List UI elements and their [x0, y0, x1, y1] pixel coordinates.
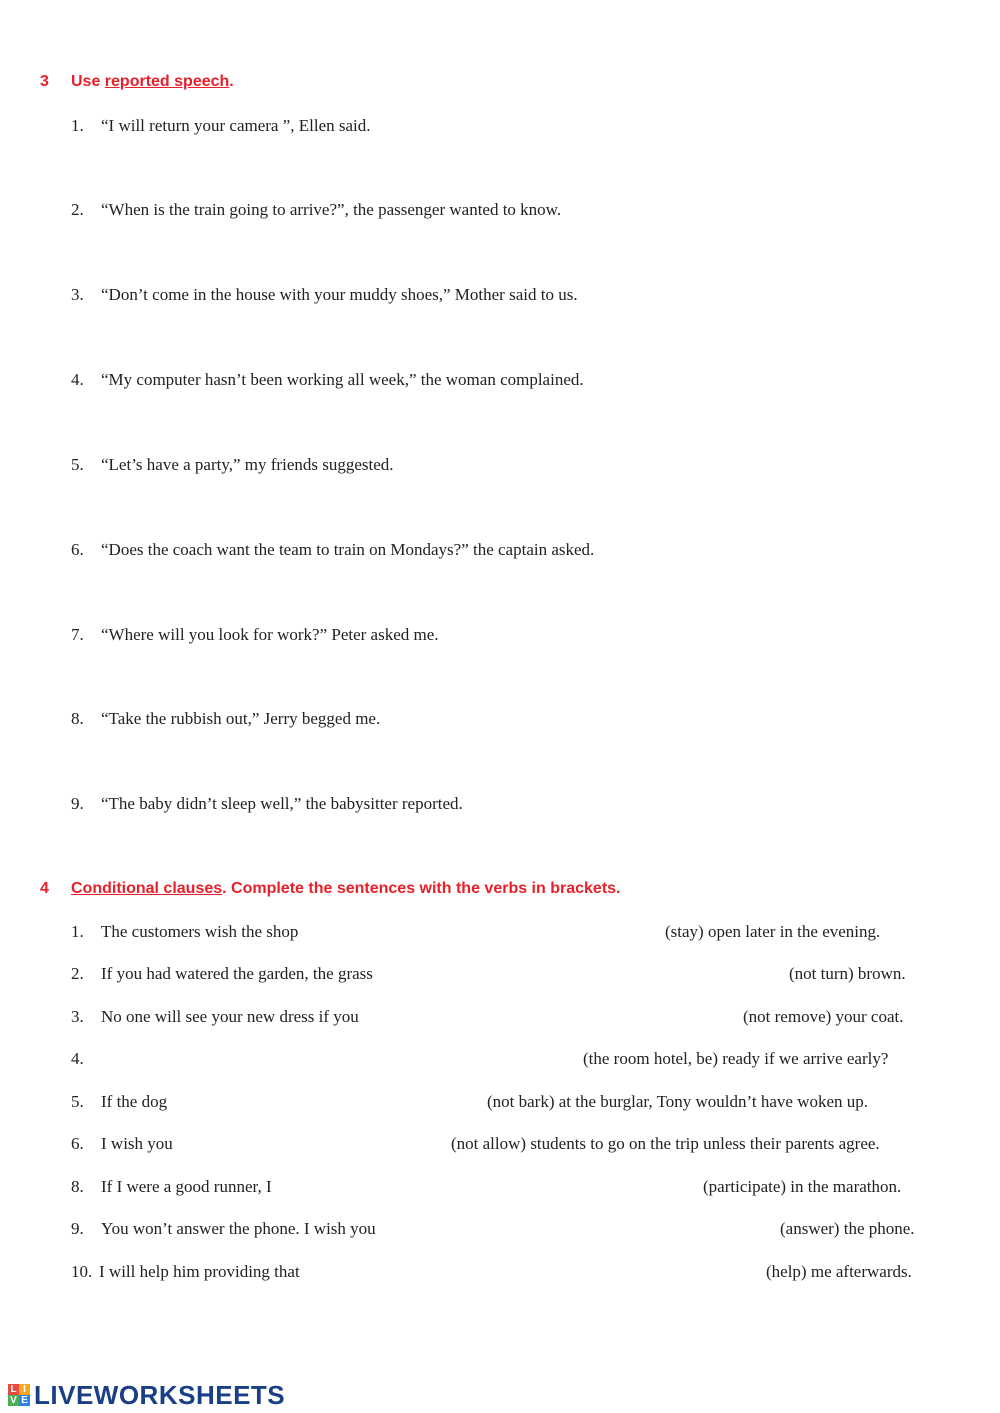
item-text-before: If I were a good runner, I [101, 1177, 272, 1196]
answer-blank[interactable] [395, 1007, 735, 1029]
item-number: 5. [71, 455, 84, 474]
item-text: “Take the rubbish out,” Jerry begged me. [101, 709, 381, 728]
item-number: 7. [71, 625, 84, 644]
answer-space[interactable] [100, 150, 920, 172]
item-text: “Don’t come in the house with your muddy shoes,” Mother said to us. [101, 285, 578, 304]
reported-speech-item [71, 200, 561, 220]
item-number: 9. [71, 794, 84, 813]
item-text-before: If you had watered the garden, the grass [101, 964, 373, 983]
item-text-before: I will help him providing that [99, 1262, 300, 1281]
item-text: “My computer hasn’t been working all week,” the woman complained. [101, 370, 584, 389]
conditional-item [71, 1177, 272, 1197]
item-number: 1. [71, 922, 84, 941]
item-number: 5. [71, 1092, 84, 1111]
conditional-item [71, 922, 298, 942]
answer-space[interactable] [100, 828, 920, 850]
reported-speech-link[interactable]: reported speech [104, 73, 230, 90]
conditional-item [71, 1219, 376, 1239]
item-verb-hint: (the room hotel, be) ready if we arrive early? [583, 1049, 889, 1068]
item-number: 1. [71, 116, 84, 135]
answer-blank[interactable] [300, 1177, 693, 1199]
reported-speech-item [71, 709, 380, 729]
mark-letter: I [19, 1384, 30, 1395]
item-verb-hint: (not remove) your coat. [743, 1007, 904, 1026]
item-number: 8. [71, 1177, 84, 1196]
reported-speech-item [71, 285, 578, 305]
logo-text: LIVEWORKSHEETS [34, 1379, 286, 1410]
item-text-before: The customers wish the shop [101, 922, 299, 941]
item-verb-hint: (not turn) brown. [789, 964, 906, 983]
item-text-before: No one will see your new dress if you [101, 1007, 359, 1026]
item-number: 10. [71, 1262, 93, 1281]
answer-space[interactable] [100, 743, 920, 765]
answer-space[interactable] [100, 404, 920, 426]
item-verb-hint: (answer) the phone. [780, 1219, 915, 1238]
item-number: 2. [71, 964, 84, 983]
item-text: “I will return your camera ”, Ellen said. [101, 116, 371, 135]
conditional-clauses-link[interactable]: Conditional clauses [71, 880, 223, 897]
reported-speech-item [71, 540, 594, 560]
answer-blank[interactable] [101, 1049, 573, 1071]
mark-letter: E [19, 1395, 30, 1406]
answer-blank[interactable] [330, 922, 655, 944]
item-verb-hint: (participate) in the marathon. [703, 1177, 902, 1196]
item-verb-hint: (not allow) students to go on the trip unless their parents agree. [451, 1134, 880, 1153]
answer-space[interactable] [100, 319, 920, 341]
section-3-heading [40, 73, 234, 91]
instruction-suffix: . [229, 73, 234, 90]
mark-letter: V [8, 1395, 19, 1406]
reported-speech-item [71, 625, 439, 645]
item-text-before: I wish you [101, 1134, 173, 1153]
item-number: 4. [71, 1049, 84, 1068]
liveworksheets-mark-icon [8, 1384, 30, 1406]
item-text: “Does the coach want the team to train on Mondays?” the captain asked. [101, 540, 595, 559]
reported-speech-item [71, 794, 463, 814]
liveworksheets-logo[interactable] [8, 1378, 285, 1412]
conditional-item [71, 1262, 300, 1282]
item-text-before: If the dog [101, 1092, 168, 1111]
item-verb-hint: (stay) open later in the evening. [665, 922, 881, 941]
item-text: “Let’s have a party,” my friends suggested. [101, 455, 394, 474]
answer-blank[interactable] [412, 1219, 770, 1241]
item-number: 6. [71, 540, 84, 559]
answer-blank[interactable] [185, 1092, 477, 1114]
item-text: “When is the train going to arrive?”, the passenger wanted to know. [101, 200, 562, 219]
item-number: 8. [71, 709, 84, 728]
reported-speech-item [71, 455, 394, 475]
conditional-item [71, 1134, 173, 1154]
conditional-item [71, 1049, 101, 1069]
item-number: 4. [71, 370, 84, 389]
answer-space[interactable] [100, 574, 920, 596]
conditional-item [71, 1092, 167, 1112]
item-text: “The baby didn’t sleep well,” the babysitter reported. [101, 794, 463, 813]
instruction-suffix: . Complete the sentences with the verbs in brackets. [222, 880, 621, 897]
item-number: 2. [71, 200, 84, 219]
item-number: 3. [71, 285, 84, 304]
answer-space[interactable] [100, 659, 920, 681]
section-4-heading [40, 880, 620, 898]
answer-space[interactable] [100, 234, 920, 256]
item-verb-hint: (not bark) at the burglar, Tony wouldn’t have woken up. [487, 1092, 869, 1111]
section-number: 3 [40, 73, 49, 90]
item-text-before: You won’t answer the phone. I wish you [101, 1219, 376, 1238]
instruction-prefix: Use [71, 73, 105, 90]
answer-blank[interactable] [192, 1134, 442, 1156]
reported-speech-item [71, 116, 371, 136]
answer-blank[interactable] [330, 1262, 757, 1284]
item-verb-hint: (help) me afterwards. [766, 1262, 912, 1281]
answer-space[interactable] [100, 489, 920, 511]
mark-letter: L [8, 1384, 19, 1395]
section-number: 4 [40, 880, 49, 897]
item-text: “Where will you look for work?” Peter asked me. [101, 625, 439, 644]
conditional-item [71, 964, 373, 984]
item-number: 3. [71, 1007, 84, 1026]
reported-speech-item [71, 370, 584, 390]
item-number: 6. [71, 1134, 84, 1153]
conditional-item [71, 1007, 359, 1027]
item-number: 9. [71, 1219, 84, 1238]
answer-blank[interactable] [410, 964, 780, 986]
